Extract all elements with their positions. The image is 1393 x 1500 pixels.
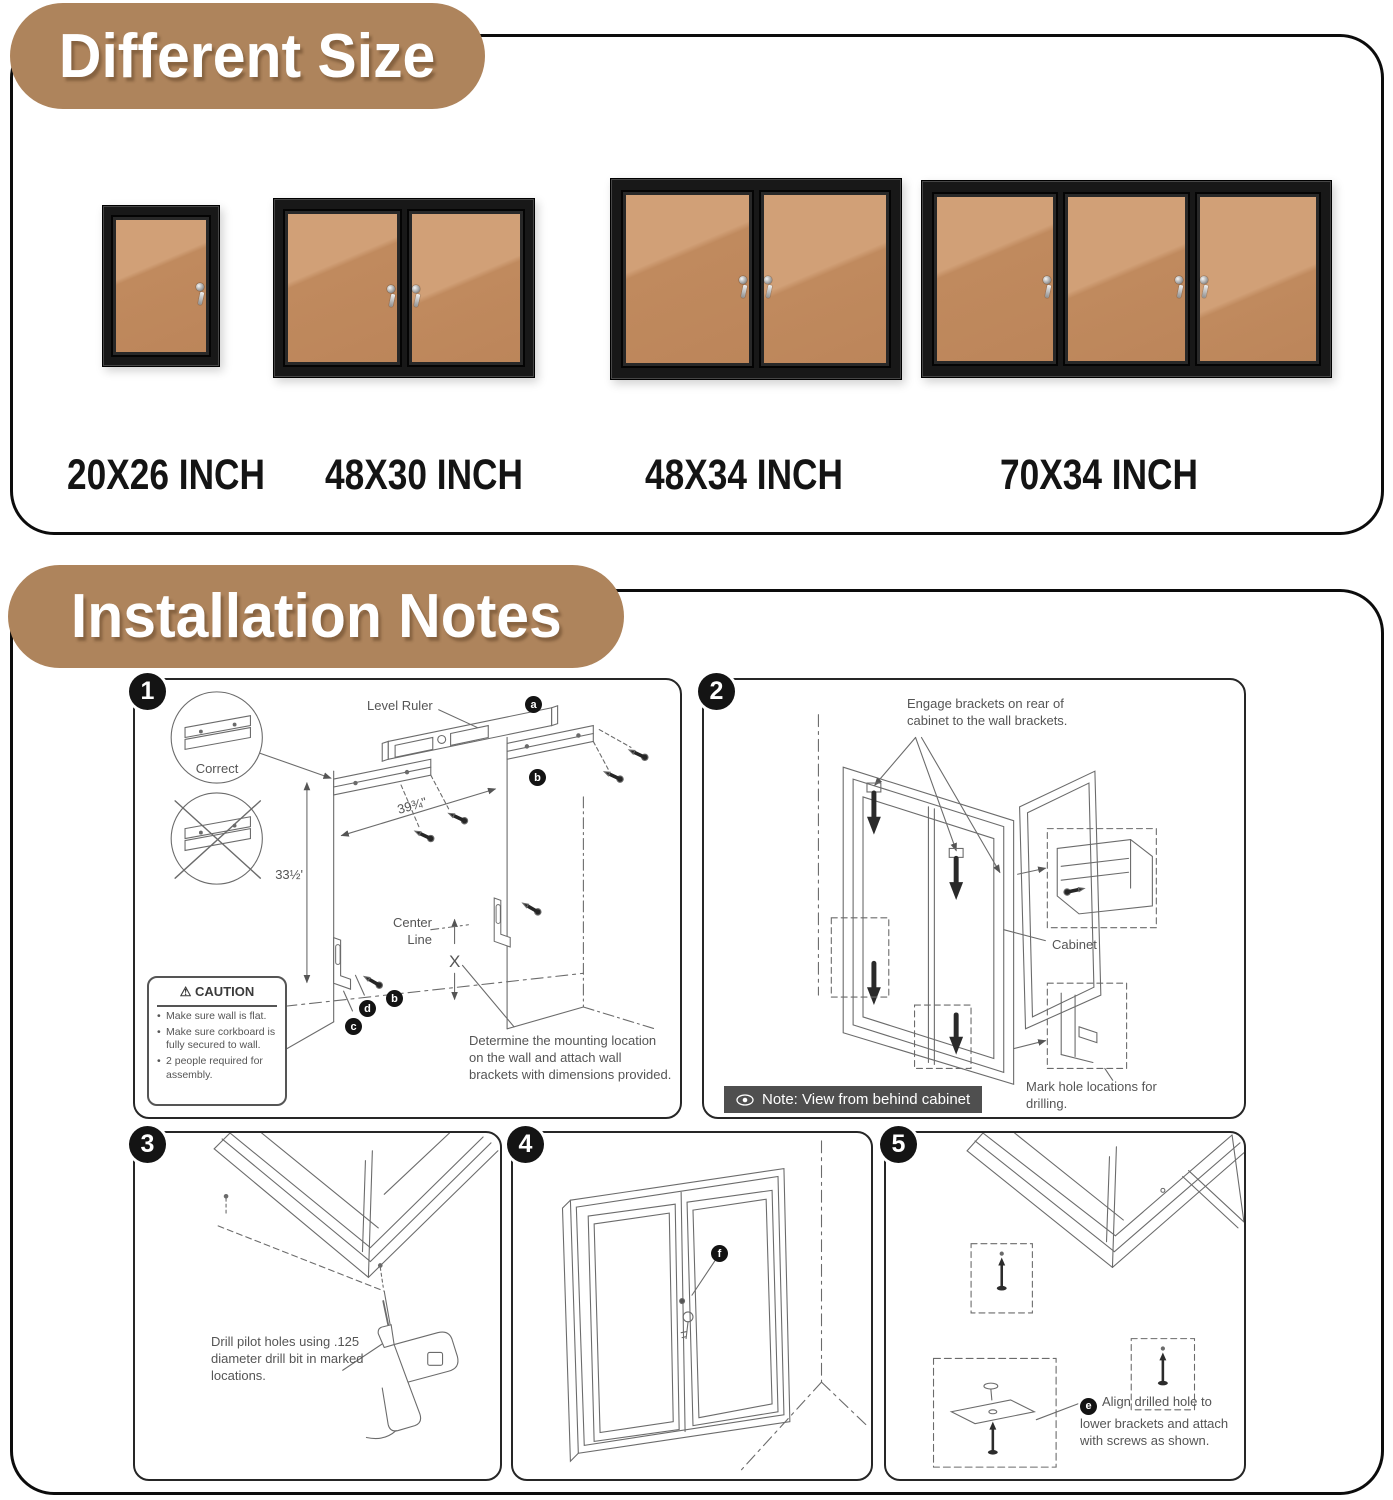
callout-f-badge: f [711,1245,728,1262]
lock-and-key-icon [1043,276,1053,298]
step-4-box [511,1131,873,1481]
key-icon [198,292,205,306]
size-label-48x30: 48X30 INCH [325,451,523,499]
eye-icon [736,1094,754,1106]
lock-and-key-icon [764,276,774,298]
board-70x34-door-right [1195,192,1321,366]
view-note-badge [724,1086,982,1113]
step-5-note-text: Align drilled hole to lower brackets and attach with screws as shown. [1080,1394,1229,1448]
lock-icon [739,276,747,284]
callout-a-badge: a [525,696,542,713]
installation-notes-title-pill [8,565,624,668]
lock-icon [764,276,772,284]
step-3-note: Drill pilot holes using .125 diameter drill bit in marked locations. [211,1334,364,1384]
step-2-diagram [704,680,1244,1117]
board-70x34-door-middle [1063,192,1189,366]
caution-title: ⚠ CAUTION [157,984,277,1007]
key-icon [765,285,772,299]
lock-icon [412,285,420,293]
lock-icon [196,283,204,291]
key-icon [1201,285,1208,299]
callout-b2-badge: b [386,990,403,1007]
different-size-title: Different Size [59,21,436,91]
caution-item: • 2 people required for assembly. [157,1055,277,1081]
step-3-box [133,1131,502,1481]
caution-box [147,976,287,1106]
caution-item: • Make sure wall is flat. [157,1010,277,1023]
step-1-box [133,678,682,1119]
board-20x26-door [111,215,211,357]
key-icon [388,294,395,308]
caution-item: • Make sure corkboard is fully secured to wall. [157,1026,277,1052]
lock-and-key-icon [739,276,749,298]
board-70x34-door-left [932,192,1058,366]
step-2-number-badge: 2 [698,673,735,710]
board-48x30 [273,198,535,378]
board-48x30-door-left [283,209,402,367]
cabinet-label: Cabinet [1052,937,1097,952]
step-2-box [702,678,1246,1119]
lock-icon [1200,276,1208,284]
board-20x26 [102,205,220,367]
size-label-48x34: 48X34 INCH [645,451,843,499]
step-5-number-badge: 5 [880,1126,917,1163]
size-label-20x26: 20X26 INCH [67,451,265,499]
lock-icon [1043,276,1051,284]
view-note-text: Note: View from behind cabinet [762,1091,971,1108]
warning-icon: ⚠ [179,984,192,999]
step-4-diagram [513,1133,871,1479]
step-5-note [1080,1393,1238,1449]
lock-and-key-icon [196,283,206,305]
installation-notes-title: Installation Notes [70,582,562,651]
board-48x34-door-right [759,190,892,368]
level-ruler-label: Level Ruler [367,698,433,713]
step-1-number-badge: 1 [129,673,166,710]
key-icon [1045,285,1052,299]
board-48x34 [610,178,902,380]
key-icon [413,294,420,308]
correct-label: Correct [195,761,239,776]
lock-and-key-icon [412,285,422,307]
engage-brackets-note: Engage brackets on rear of cabinet to the wall brackets. [907,696,1068,729]
callout-b-badge: b [529,769,546,786]
lock-and-key-icon [387,285,397,307]
mark-holes-note: Mark hole locations for drilling. [1026,1079,1157,1112]
callout-d-badge: d [359,1000,376,1017]
key-icon [1176,285,1183,299]
center-line-label: Center Line [392,915,432,948]
step-1-note: Determine the mounting location on the wall and attach wall brackets with dimensions provided. [469,1033,672,1083]
callout-e-badge: e [1080,1398,1097,1415]
size-label-70x34: 70X34 INCH [1000,451,1198,499]
step-3-diagram [135,1133,500,1479]
different-size-title-pill [10,3,485,109]
board-70x34 [921,180,1332,378]
key-icon [740,285,747,299]
lock-and-key-icon [1175,276,1185,298]
width-dimension: 39¾" [395,794,429,817]
step-4-number-badge: 4 [507,1126,544,1163]
callout-c-badge: c [345,1018,362,1035]
lock-icon [387,285,395,293]
height-dimension: 33½' [275,867,303,882]
lock-icon [1175,276,1183,284]
step-5-box [884,1131,1246,1481]
board-48x34-door-left [621,190,754,368]
step-3-number-badge: 3 [129,1126,166,1163]
board-48x30-door-right [407,209,526,367]
lock-and-key-icon [1200,276,1210,298]
x-dimension-label: X [449,952,461,971]
